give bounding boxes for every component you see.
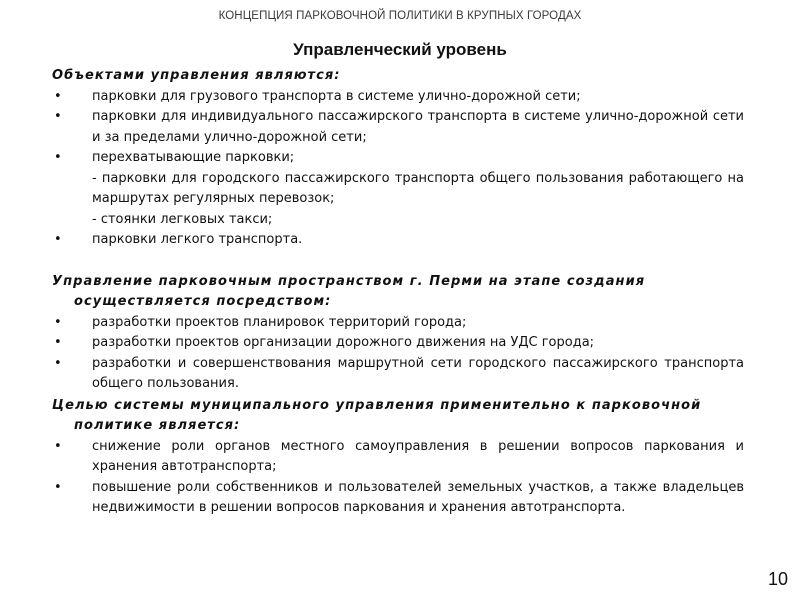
list-item: • парковки для индивидуального пассажирского транспорта в системе улично-дорожной сети и за пределами улично-дорожной сети; <box>52 107 744 148</box>
spacer <box>52 251 744 272</box>
section3-heading <box>52 396 744 437</box>
list-item: • парковки легкого транспорта. <box>52 230 744 251</box>
slide-title: Управленческий уровень <box>293 40 507 59</box>
section1-list <box>52 87 744 251</box>
section3-heading-line1: Целью системы муниципального управления применительно к парковочной <box>52 397 702 413</box>
list-item: • разработки проектов организации дорожного движения на УДС города; <box>52 333 744 354</box>
presentation-header: КОНЦЕПЦИЯ ПАРКОВОЧНОЙ ПОЛИТИКИ В КРУПНЫХ ГОРОДАХ <box>218 10 582 22</box>
section2-heading-line2: осуществляется посредством: <box>74 294 332 309</box>
section3-heading-line2: политике является: <box>74 418 241 433</box>
section2-heading-line1: Управление парковочным пространством г. Перми на этапе создания <box>52 273 646 289</box>
list-item: • разработки и совершенствования маршрутной сети городского пассажирского транспорта общего пользования. <box>52 354 744 395</box>
list-item: - парковки для городского пассажирского транспорта общего пользования работающего на маршрутах регулярных перевозок; <box>92 170 744 206</box>
list-item: • разработки проектов планировок территорий города; <box>52 313 744 334</box>
section1-heading: Объектами управления являются: <box>52 68 341 83</box>
list-item: • снижение роли органов местного самоуправления в решении вопросов паркования и хранения автотранспорта; <box>52 437 744 478</box>
page-number: 10 <box>767 569 788 589</box>
slide-content <box>52 66 744 519</box>
section2-list <box>52 313 744 395</box>
list-item: • повышение роли собственников и пользователей земельных участков, а также владельцев недвижимости в решении вопросов паркования и хранения автотранспорта. <box>52 478 744 519</box>
list-item: • парковки для грузового транспорта в системе улично-дорожной сети; <box>52 87 744 108</box>
list-item: - стоянки легковых такси; <box>92 211 273 227</box>
section3-list <box>52 437 744 519</box>
section2-heading <box>52 272 744 313</box>
list-item: • перехватывающие парковки; <box>52 148 744 169</box>
